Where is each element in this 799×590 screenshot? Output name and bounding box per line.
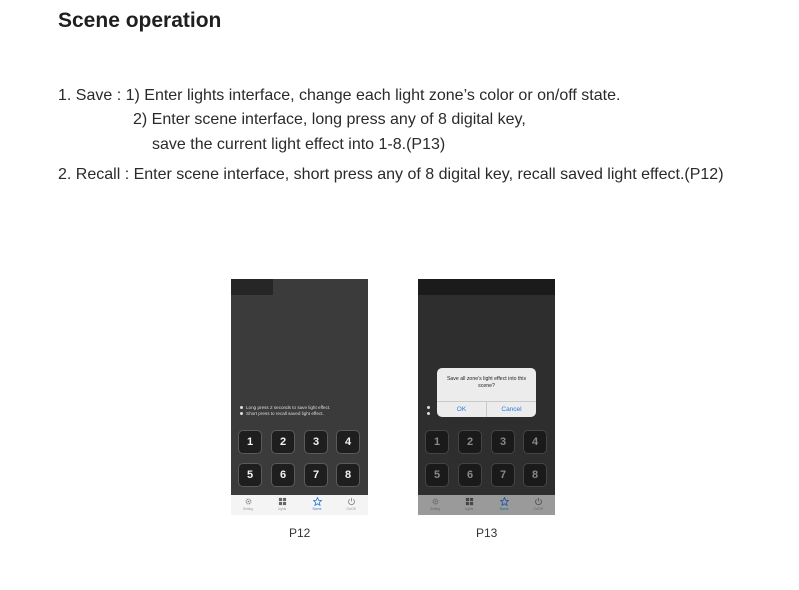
scene-key-7[interactable]: 7 xyxy=(491,463,515,487)
scene-key-1[interactable]: 1 xyxy=(425,430,449,454)
grid-icon xyxy=(278,497,287,506)
status-bar xyxy=(418,279,555,295)
scene-key-2[interactable]: 2 xyxy=(271,430,295,454)
page-title: Scene operation xyxy=(58,9,222,32)
phone-screenshot-p12 xyxy=(231,279,368,515)
scene-key-6[interactable]: 6 xyxy=(458,463,482,487)
power-icon xyxy=(347,497,356,506)
tab-onoff[interactable]: On/Off xyxy=(340,497,362,511)
tab-bar xyxy=(231,495,368,515)
save-scene-dialog xyxy=(437,368,536,417)
caption-p13: P13 xyxy=(476,526,498,540)
dialog-message: Save all zone’s light effect into this scene? xyxy=(446,376,527,389)
star-icon xyxy=(500,497,509,506)
scene-key-4[interactable]: 4 xyxy=(523,430,547,454)
save-step-2: 2) Enter scene interface, long press any of 8 digital key, xyxy=(133,111,526,128)
hint-short-press: Short press to recall saved light effect. xyxy=(240,411,324,417)
caption-p12: P12 xyxy=(289,526,311,540)
tab-bar xyxy=(418,495,555,515)
grid-icon xyxy=(465,497,474,506)
scene-key-5[interactable]: 5 xyxy=(238,463,262,487)
hint-partial-2 xyxy=(427,411,433,417)
tab-lights[interactable]: Lights xyxy=(271,497,293,511)
star-icon xyxy=(313,497,322,506)
tab-setting[interactable]: Setting xyxy=(237,497,259,511)
scene-key-5[interactable]: 5 xyxy=(425,463,449,487)
save-step-2-continued: save the current light effect into 1-8.(P13) xyxy=(152,136,446,153)
power-icon xyxy=(534,497,543,506)
phone-screenshot-p13 xyxy=(418,279,555,515)
tab-lights[interactable]: Lights xyxy=(458,497,480,511)
tab-scene[interactable]: Scene xyxy=(493,497,515,511)
hint-long-press: Long press 2 seconds to save light effect. xyxy=(240,405,330,411)
scene-key-7[interactable]: 7 xyxy=(304,463,328,487)
scene-key-8[interactable]: 8 xyxy=(523,463,547,487)
scene-key-1[interactable]: 1 xyxy=(238,430,262,454)
ok-button[interactable]: OK xyxy=(456,406,467,413)
tab-setting[interactable]: Setting xyxy=(424,497,446,511)
scene-key-2[interactable]: 2 xyxy=(458,430,482,454)
scene-key-4[interactable]: 4 xyxy=(336,430,360,454)
scene-key-3[interactable]: 3 xyxy=(491,430,515,454)
scene-key-6[interactable]: 6 xyxy=(271,463,295,487)
scene-key-8[interactable]: 8 xyxy=(336,463,360,487)
dialog-buttons xyxy=(437,401,536,417)
tab-onoff[interactable]: On/Off xyxy=(527,497,549,511)
scene-key-3[interactable]: 3 xyxy=(304,430,328,454)
save-step-1: 1. Save : 1) Enter lights interface, change each light zone’s color or on/off state. xyxy=(58,87,621,104)
cancel-button[interactable]: Cancel xyxy=(501,406,522,413)
gear-icon xyxy=(244,497,253,506)
recall-step: 2. Recall : Enter scene interface, short press any of 8 digital key, recall saved light effect.(P12) xyxy=(58,166,724,183)
tab-scene[interactable]: Scene xyxy=(306,497,328,511)
status-bar xyxy=(231,279,273,295)
gear-icon xyxy=(431,497,440,506)
